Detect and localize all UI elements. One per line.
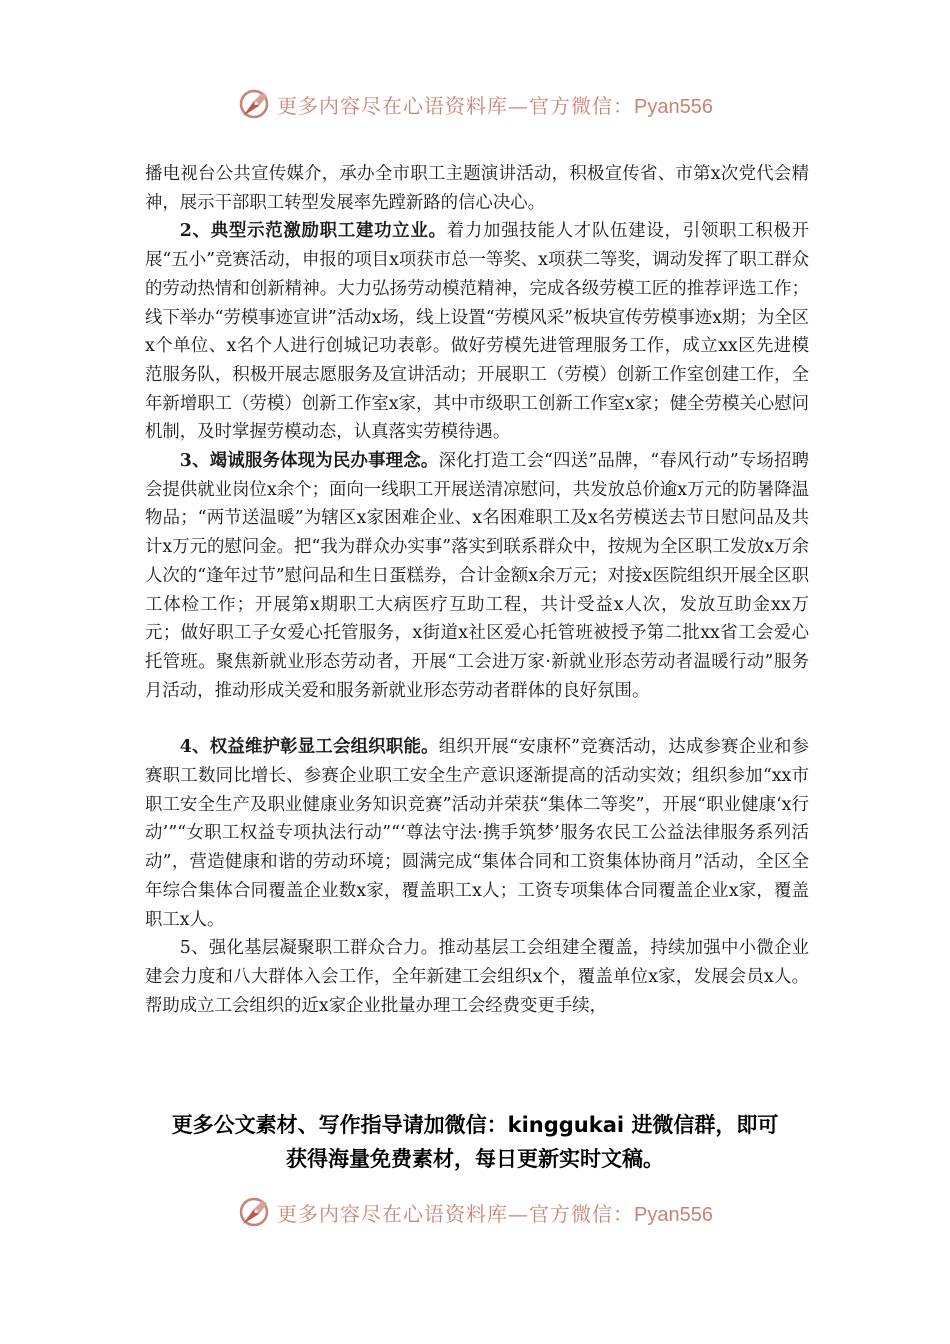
paragraph-service <box>145 447 809 705</box>
paragraph-grassroots: 5、强化基层凝聚职工群众合力。推动基层工会组建全覆盖，持续加强中小微企业建会力度和八大群体入会工作，全年新建工会组织x个，覆盖单位x家，发展会员x人。帮助成立工会组织的近x家企业批量办理工会经费变更手续， <box>145 938 809 1016</box>
promo-line-1: 更多公文素材、写作指导请加微信：kinggukai 进微信群，即可 <box>171 1113 779 1137</box>
section-heading-3: 3、竭诚服务体现为民办事理念。 <box>179 451 439 472</box>
section-text-3: 深化打造工会“四送”品牌，“春风行动”专场招聘会提供就业岗位x余个；面向一线职工开展送清凉慰问，共发放总价逾x万元的防暑降温物品；“两节送温暖”为辖区x家困难企业、x名困难职工及x名劳模送去节日慰问品及共计x万元的慰问金。把“我为群众办实事”落实到联系群众中，按规为全区职工发放x万余人次的“逢年过节”慰问品和生日蛋糕券，合计金额x余万元；对接x医院组织开展全区职工体检工作；开展第x期职工大病医疗互助工程，共计受益x人次，发放互助金xx万元；做好职工子女爱心托管服务，x街道x社区爱心托管班被授予第二批xx省工会爱心托管班。聚焦新就业形态劳动者，开展“工会进万家·新就业形态劳动者温暖行动”服务月活动，推动形成关爱和服务新就业形态劳动者群体的良好氛围。 <box>145 451 809 701</box>
pen-nib-logo-icon <box>237 1195 271 1229</box>
watermark-wechat-id: Pyan556 <box>634 1203 713 1226</box>
footer-watermark-banner <box>0 1190 950 1234</box>
paragraph-model-workers <box>145 217 809 447</box>
section-heading-2: 2、典型示范激励职工建功立业。 <box>179 221 447 242</box>
section-text-2: 着力加强技能人才队伍建设，引领职工积极开展“五小”竞赛活动，申报的项目x项获市总一等奖、x项获二等奖，调动发挥了职工群众的劳动热情和创新精神。大力弘扬劳动模范精神，完成各级劳模工匠的推荐评选工作；线下举办“劳模事迹宣讲”活动x场，线上设置“劳模风采”板块宣传劳模事迹x期；为全区x个单位、x名个人进行创城记功表彰。做好劳模先进管理服务工作，成立xx区先进模范服务队，积极开展志愿服务及宣讲活动；开展职工（劳模）创新工作室创建工作，全年新增职工（劳模）创新工作室x家，其中市级职工创新工作室x家；健全劳模关心慰问机制，及时掌握劳模动态，认真落实劳模待遇。 <box>145 221 809 443</box>
section-heading-4: 4、权益维护彰显工会组织职能。 <box>179 737 439 758</box>
section-text-4: 组织开展“安康杯”竞赛活动，达成参赛企业和参赛职工数同比增长、参赛企业职工安全生产意识逐渐提高的活动实效；组织参加“xx市职工安全生产及职业健康业务知识竞赛”活动并荣获“集体二等奖”，开展“职业健康‘x行动’”“女职工权益专项执法行动”“‘尊法守法·携手筑梦’服务农民工公益法律服务系列活动”，营造健康和谐的劳动环境；圆满完成“集体合同和工资集体协商月”活动，全区全年综合集体合同覆盖企业数x家，覆盖职工x人；工资专项集体合同覆盖企业x家，覆盖职工x人。 <box>145 737 809 930</box>
promo-line-2: 获得海量免费素材，每日更新实时文稿。 <box>286 1147 664 1171</box>
header-watermark-banner <box>0 82 950 126</box>
paragraph-continued: 播电视台公共宣传媒介，承办全市职工主题演讲活动，积极宣传省、市第x次党代会精神，展示干部职工转型发展率先蹚新路的信心决心。 <box>145 164 809 213</box>
pen-nib-logo-icon <box>237 87 271 121</box>
watermark-text: 更多内容尽在心语资料库—官方微信：Pyan556 <box>277 93 713 118</box>
watermark-wechat-id: Pyan556 <box>634 95 713 118</box>
promo-notice <box>120 1108 830 1176</box>
paragraph-rights <box>145 733 809 934</box>
watermark-text: 更多内容尽在心语资料库—官方微信：Pyan556 <box>277 1201 713 1226</box>
document-body <box>145 160 809 1020</box>
